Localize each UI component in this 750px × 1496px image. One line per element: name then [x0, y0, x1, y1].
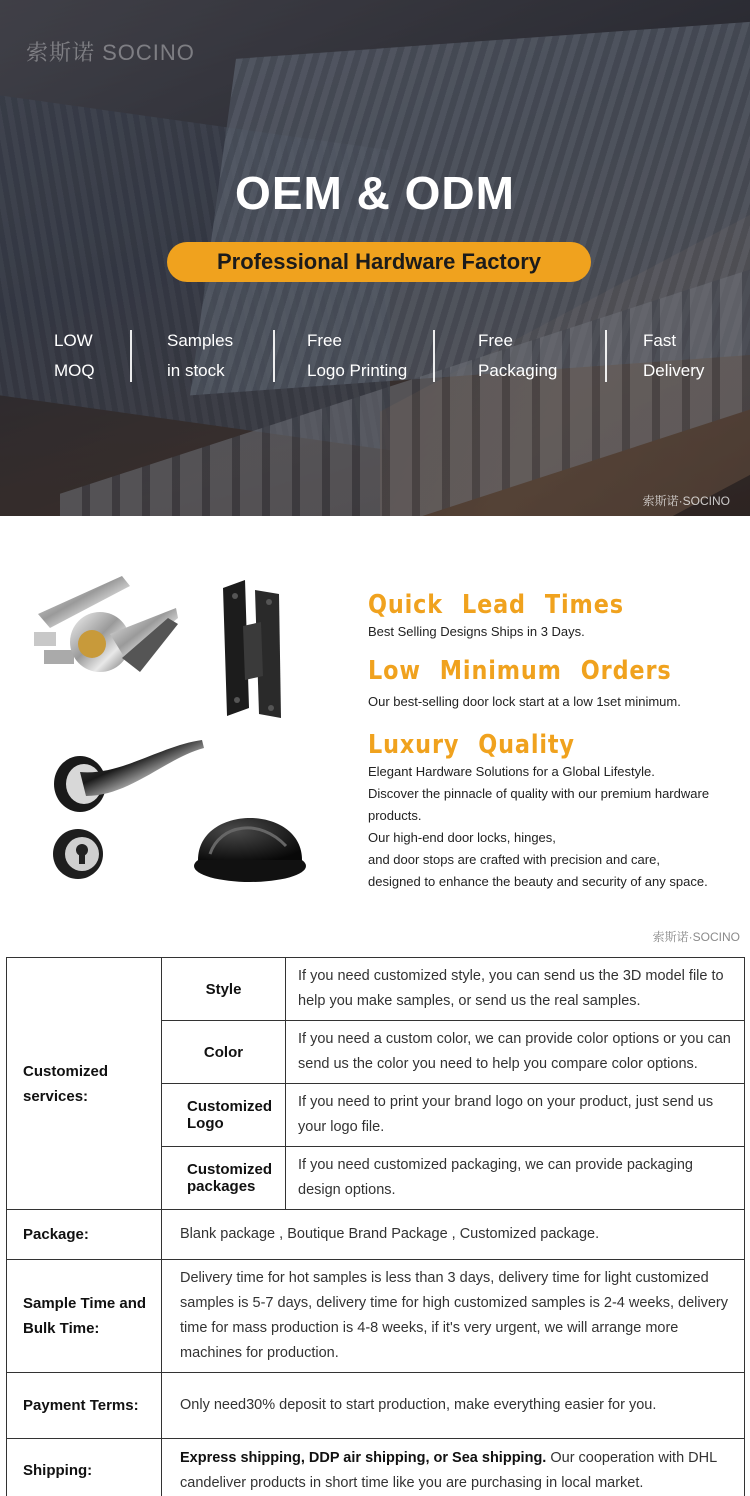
watermark-corner: 索斯诺·SOCINO	[642, 494, 730, 508]
black-lever-handle-image	[50, 736, 210, 826]
sample-time-label: Sample Time and Bulk Time:	[7, 1260, 162, 1373]
feature-divider	[605, 330, 607, 382]
payment-terms-desc: Only need30% deposit to start production, make everything easier for you.	[162, 1373, 745, 1439]
chrome-lever-handle-image	[30, 572, 180, 702]
shipping-desc	[162, 1439, 745, 1496]
watermark-logo: 索斯诺 SOCINO	[26, 40, 195, 65]
watermark-products: 索斯诺·SOCINO	[652, 930, 740, 944]
package-label: Package:	[7, 1210, 162, 1260]
feature-samples-in-stock: Samples in stock	[167, 331, 234, 380]
customized-logo-desc: If you need to print your brand logo on your product, just send us your logo file.	[286, 1084, 745, 1147]
style-desc: If you need customized style, you can send us the 3D model file to help you make samples, or send us the real samples.	[286, 958, 745, 1021]
benefit-text-luxury-quality: Elegant Hardware Solutions for a Global Lifestyle. Discover the pinnacle of quality with our premium hardware products. Our high-end door locks, hinges, and door stops are crafted with precision and care, designed to enhance the beauty and security of any space.	[368, 764, 710, 889]
hero-banner	[0, 0, 750, 516]
benefit-title-minimum-orders: Low Minimum Orders	[368, 656, 672, 686]
sample-time-desc: Delivery time for hot samples is less than 3 days, delivery time for light customized samples is 5-7 days, delivery time for high customized samples is 2-4 weeks, delivery time for mass production is 4-8 weeks, if it's very urgent, we will arrange more machines for production.	[162, 1260, 745, 1373]
benefit-title-luxury-quality: Luxury Quality	[368, 730, 575, 760]
feature-fast-delivery: Fast Delivery	[643, 331, 705, 380]
feature-divider	[130, 330, 132, 382]
feature-divider	[273, 330, 275, 382]
feature-strip	[0, 326, 750, 386]
shipping-methods: Express shipping, DDP air shipping, or Sea shipping.	[180, 1449, 547, 1466]
services-table	[6, 957, 745, 1496]
table-row	[7, 1373, 745, 1439]
feature-free-packaging: Free Packaging	[478, 331, 558, 380]
hero-subtitle-pill: Professional Hardware Factory	[167, 242, 591, 282]
feature-free-logo-printing: Free Logo Printing	[307, 331, 408, 380]
door-stop-image	[190, 784, 308, 884]
shipping-label: Shipping:	[7, 1439, 162, 1496]
color-label: Color	[162, 1021, 286, 1084]
hero-title: OEM & ODM	[235, 167, 515, 219]
payment-terms-label: Payment Terms:	[7, 1373, 162, 1439]
table-row	[7, 1210, 745, 1260]
customized-logo-label: Customized Logo	[162, 1084, 286, 1147]
customized-services-label: Customized services:	[7, 958, 162, 1210]
cylinder-rose-image	[52, 828, 104, 880]
customized-packages-label: Customized packages	[162, 1147, 286, 1210]
feature-low-moq: LOW MOQ	[54, 331, 95, 380]
color-desc: If you need a custom color, we can provide color options or you can send us the color you need to help you compare color options.	[286, 1021, 745, 1084]
shipping-note: Our cooperation with DHL candeliver products in short time like you are purchasing in local market.	[180, 1449, 717, 1491]
style-label: Style	[162, 958, 286, 1021]
customized-packages-desc: If you need customized packaging, we can provide packaging design options.	[286, 1147, 745, 1210]
package-desc: Blank package , Boutique Brand Package , Customized package.	[162, 1210, 745, 1260]
benefit-title-lead-times: Quick Lead Times	[368, 590, 624, 620]
products-section	[0, 516, 750, 956]
table-row	[7, 958, 745, 1021]
table-row	[7, 1260, 745, 1373]
table-row	[7, 1439, 745, 1496]
benefit-text-lead-times: Best Selling Designs Ships in 3 Days.	[368, 624, 585, 639]
concealed-hinge-image	[215, 576, 305, 721]
benefit-text-minimum-orders: Our best-selling door lock start at a low 1set minimum.	[368, 694, 681, 709]
feature-divider	[433, 330, 435, 382]
